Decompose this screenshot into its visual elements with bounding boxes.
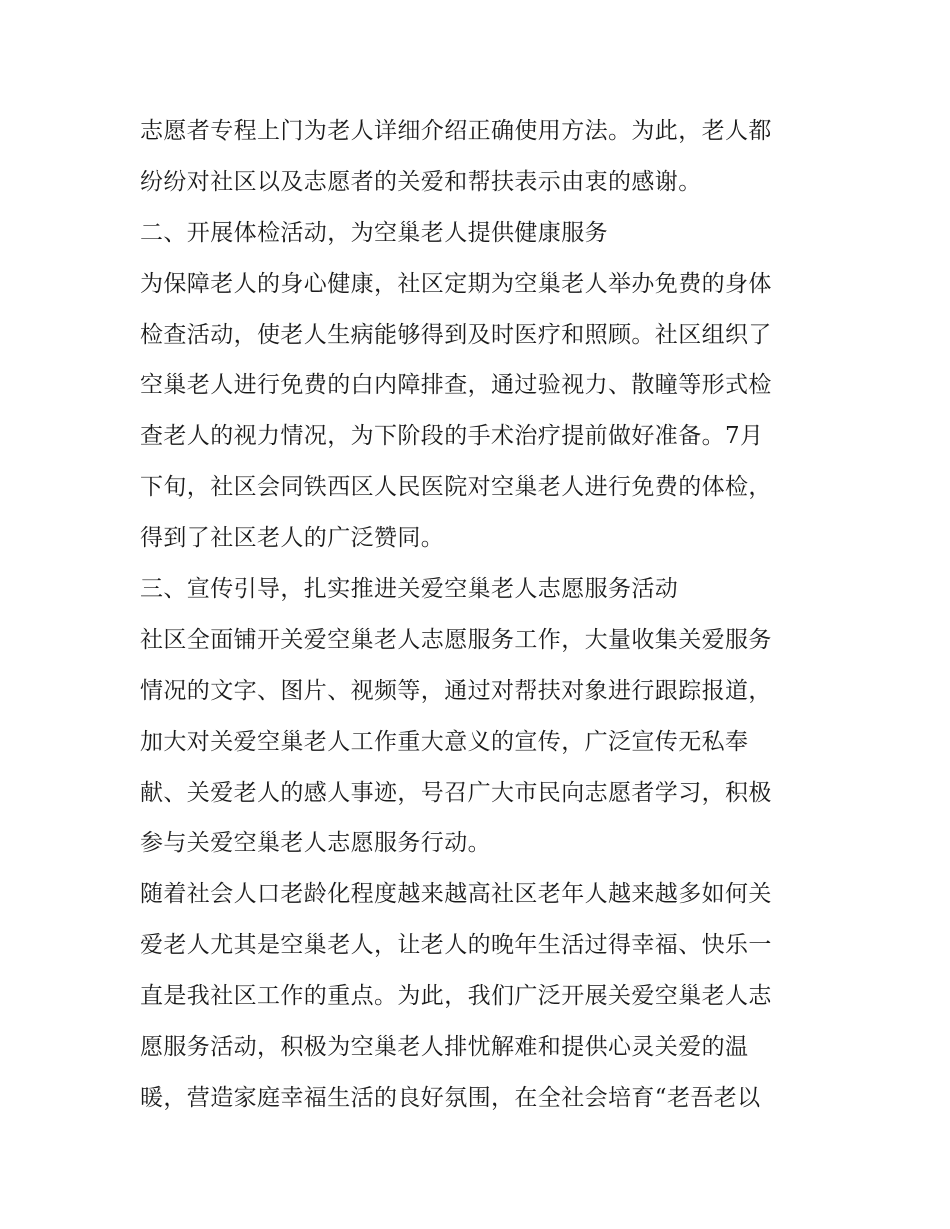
text-line: 得到了社区老人的广泛赞同。 bbox=[140, 525, 445, 552]
text-line: 下旬，社区会同铁西区人民医院对空巢老人进行免费的体检， bbox=[140, 474, 772, 501]
text-line: 加大对关爱空巢老人工作重大意义的宣传，广泛宣传无私奉 bbox=[140, 728, 749, 755]
text-line: 直是我社区工作的重点。为此，我们广泛开展关爱空巢老人志 bbox=[140, 983, 772, 1010]
text-line: 志愿者专程上门为老人详细介绍正确使用方法。为此，老人都 bbox=[140, 118, 772, 144]
text-line: 检查活动，使老人生病能够得到及时医疗和照顾。社区组织了 bbox=[140, 321, 772, 348]
text-line: 参与关爱空巢老人志愿服务行动。 bbox=[140, 830, 491, 857]
text-line: 社区全面铺开关爱空巢老人志愿服务工作，大量收集关爱服务 bbox=[140, 626, 772, 653]
text-line: 爱老人尤其是空巢老人，让老人的晚年生活过得幸福、快乐一 bbox=[140, 932, 772, 959]
text-line: 空巢老人进行免费的白内障排查，通过验视力、散瞳等形式检 bbox=[140, 372, 772, 399]
document-body bbox=[140, 106, 830, 1124]
text-line: 随着社会人口老龄化程度越来越高社区老年人越来越多如何关 bbox=[140, 881, 772, 908]
text-line: 暖，营造家庭幸福生活的良好氛围，在全社会培育“老吾老以 bbox=[140, 1084, 761, 1111]
text-line: 查老人的视力情况，为下阶段的手术治疗提前做好准备。7月 bbox=[140, 423, 764, 450]
text-line: 献、关爱老人的感人事迹，号召广大市民向志愿者学习，积极 bbox=[140, 779, 772, 806]
section-heading: 二、开展体检活动，为空巢老人提供健康服务 bbox=[140, 219, 608, 246]
section-heading: 三、宣传引导，扎实推进关爱空巢老人志愿服务活动 bbox=[140, 576, 679, 603]
text-line: 愿服务活动，积极为空巢老人排忧解难和提供心灵关爱的温 bbox=[140, 1034, 749, 1061]
text-line: 为保障老人的身心健康，社区定期为空巢老人举办免费的身体 bbox=[140, 270, 772, 297]
text-line: 情况的文字、图片、视频等，通过对帮扶对象进行跟踪报道， bbox=[140, 677, 772, 704]
text-line: 纷纷对社区以及志愿者的关爱和帮扶表示由衷的感谢。 bbox=[140, 168, 702, 195]
